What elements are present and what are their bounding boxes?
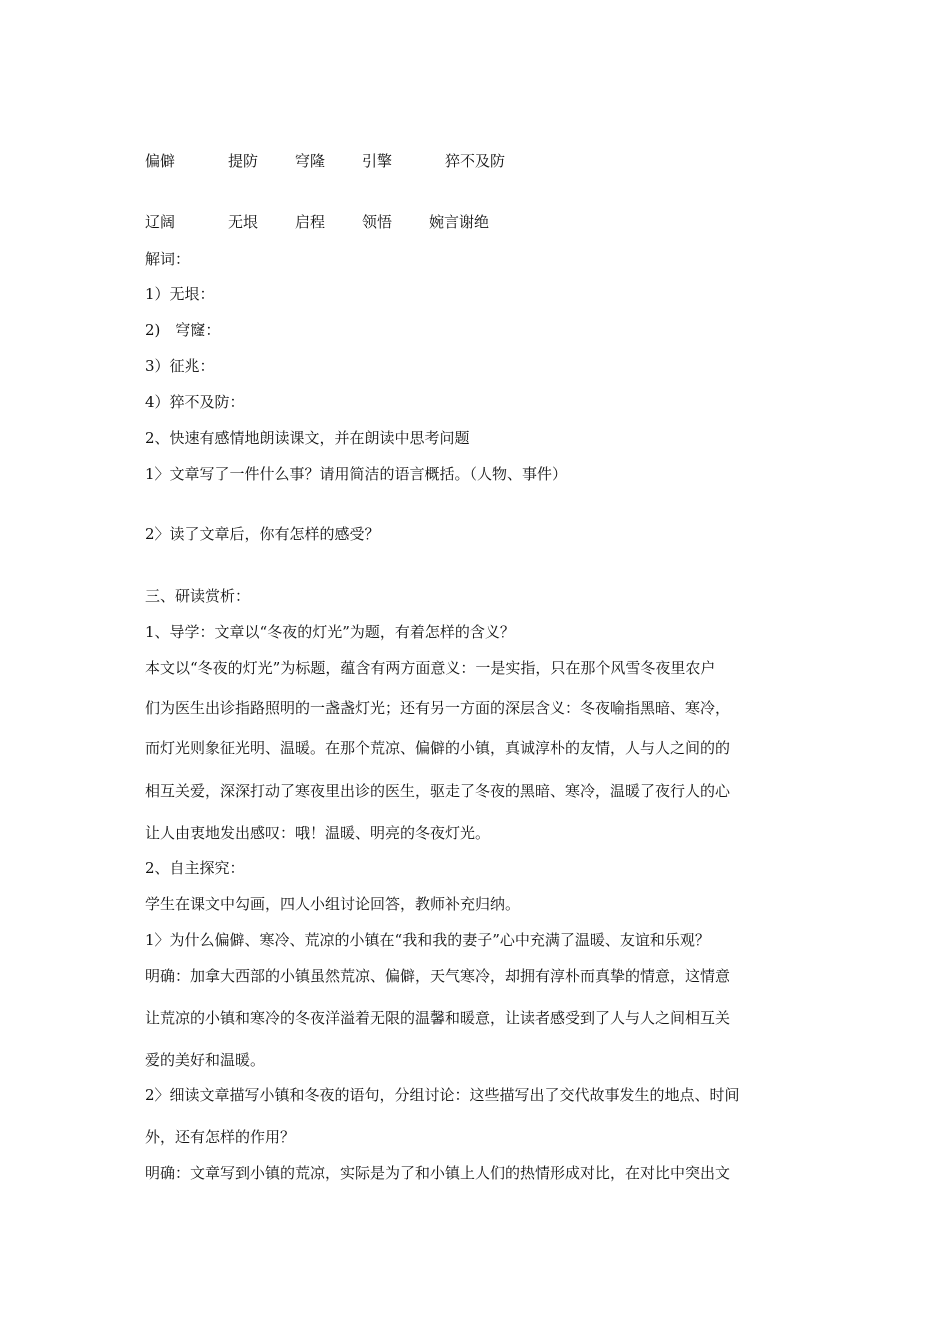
- paragraph-line: 们为医生出诊指路照明的一盏盏灯光；还有另一方面的深层含义：冬夜喻指黑暗、寒冷，: [145, 699, 731, 717]
- question-line: 外，还有怎样的作用？: [145, 1128, 296, 1146]
- vocab-word: 辽阔: [145, 213, 176, 231]
- guide-question: 1、导学：文章以“冬夜的灯光”为题，有着怎样的含义？: [145, 623, 515, 641]
- paragraph-line: 而灯光则象征光明、温暖。在那个荒凉、偏僻的小镇，真诚淳朴的友情，人与人之间的的: [145, 739, 731, 757]
- vocab-item-1: 1）无垠：: [145, 285, 215, 303]
- vocab-item-4: 4）猝不及防：: [145, 393, 245, 411]
- section-heading-explore: 2、自主探究：: [145, 859, 245, 877]
- section-heading-analysis: 三、研读赏析：: [145, 587, 251, 605]
- section-label-vocab: 解词：: [145, 250, 191, 268]
- vocab-word: 提防: [228, 152, 259, 170]
- section-heading-reading: 2、快速有感情地朗读课文，并在朗读中思考问题: [145, 429, 470, 447]
- vocab-item-3: 3）征兆：: [145, 357, 215, 375]
- answer-line: 明确：文章写到小镇的荒凉，实际是为了和小镇上人们的热情形成对比，在对比中突出文: [145, 1164, 731, 1182]
- vocab-word: 启程: [295, 213, 326, 231]
- vocab-word: 婉言谢绝: [429, 213, 490, 231]
- question-line: 2〉细读文章描写小镇和冬夜的语句，分组讨论：这些描写出了交代故事发生的地点、时间: [145, 1086, 740, 1104]
- vocab-word: 引擎: [362, 152, 393, 170]
- question-2: 2〉读了文章后，你有怎样的感受？: [145, 525, 380, 543]
- vocab-item-2: 2) 穹窿：: [145, 321, 221, 339]
- question-1: 1〉文章写了一件什么事？请用简洁的语言概括。（人物、事件）: [145, 465, 568, 483]
- question-line: 1〉为什么偏僻、寒冷、荒凉的小镇在“我和我的妻子”心中充满了温暖、友谊和乐观？: [145, 931, 710, 949]
- paragraph-line: 让人由衷地发出感叹：哦！温暖、明亮的冬夜灯光。: [145, 824, 491, 842]
- vocab-word: 偏僻: [145, 152, 176, 170]
- answer-line: 让荒凉的小镇和寒冷的冬夜洋溢着无限的温馨和暖意，让读者感受到了人与人之间相互关: [145, 1009, 731, 1027]
- vocab-word: 猝不及防: [445, 152, 506, 170]
- paragraph-line: 相互关爱，深深打动了寒夜里出诊的医生，驱走了冬夜的黑暗、寒冷，温暖了夜行人的心: [145, 782, 731, 800]
- answer-line: 明确：加拿大西部的小镇虽然荒凉、偏僻，天气寒冷，却拥有淳朴而真挚的情意，这情意: [145, 967, 731, 985]
- vocab-word: 领悟: [362, 213, 393, 231]
- answer-line: 爱的美好和温暖。: [145, 1051, 266, 1069]
- vocab-word: 穹隆: [295, 152, 326, 170]
- instruction-line: 学生在课文中勾画，四人小组讨论回答，教师补充归纳。: [145, 895, 521, 913]
- vocab-word: 无垠: [228, 213, 259, 231]
- paragraph-line: 本文以“冬夜的灯光”为标题，蕴含有两方面意义：一是实指，只在那个风雪冬夜里农户: [145, 659, 716, 677]
